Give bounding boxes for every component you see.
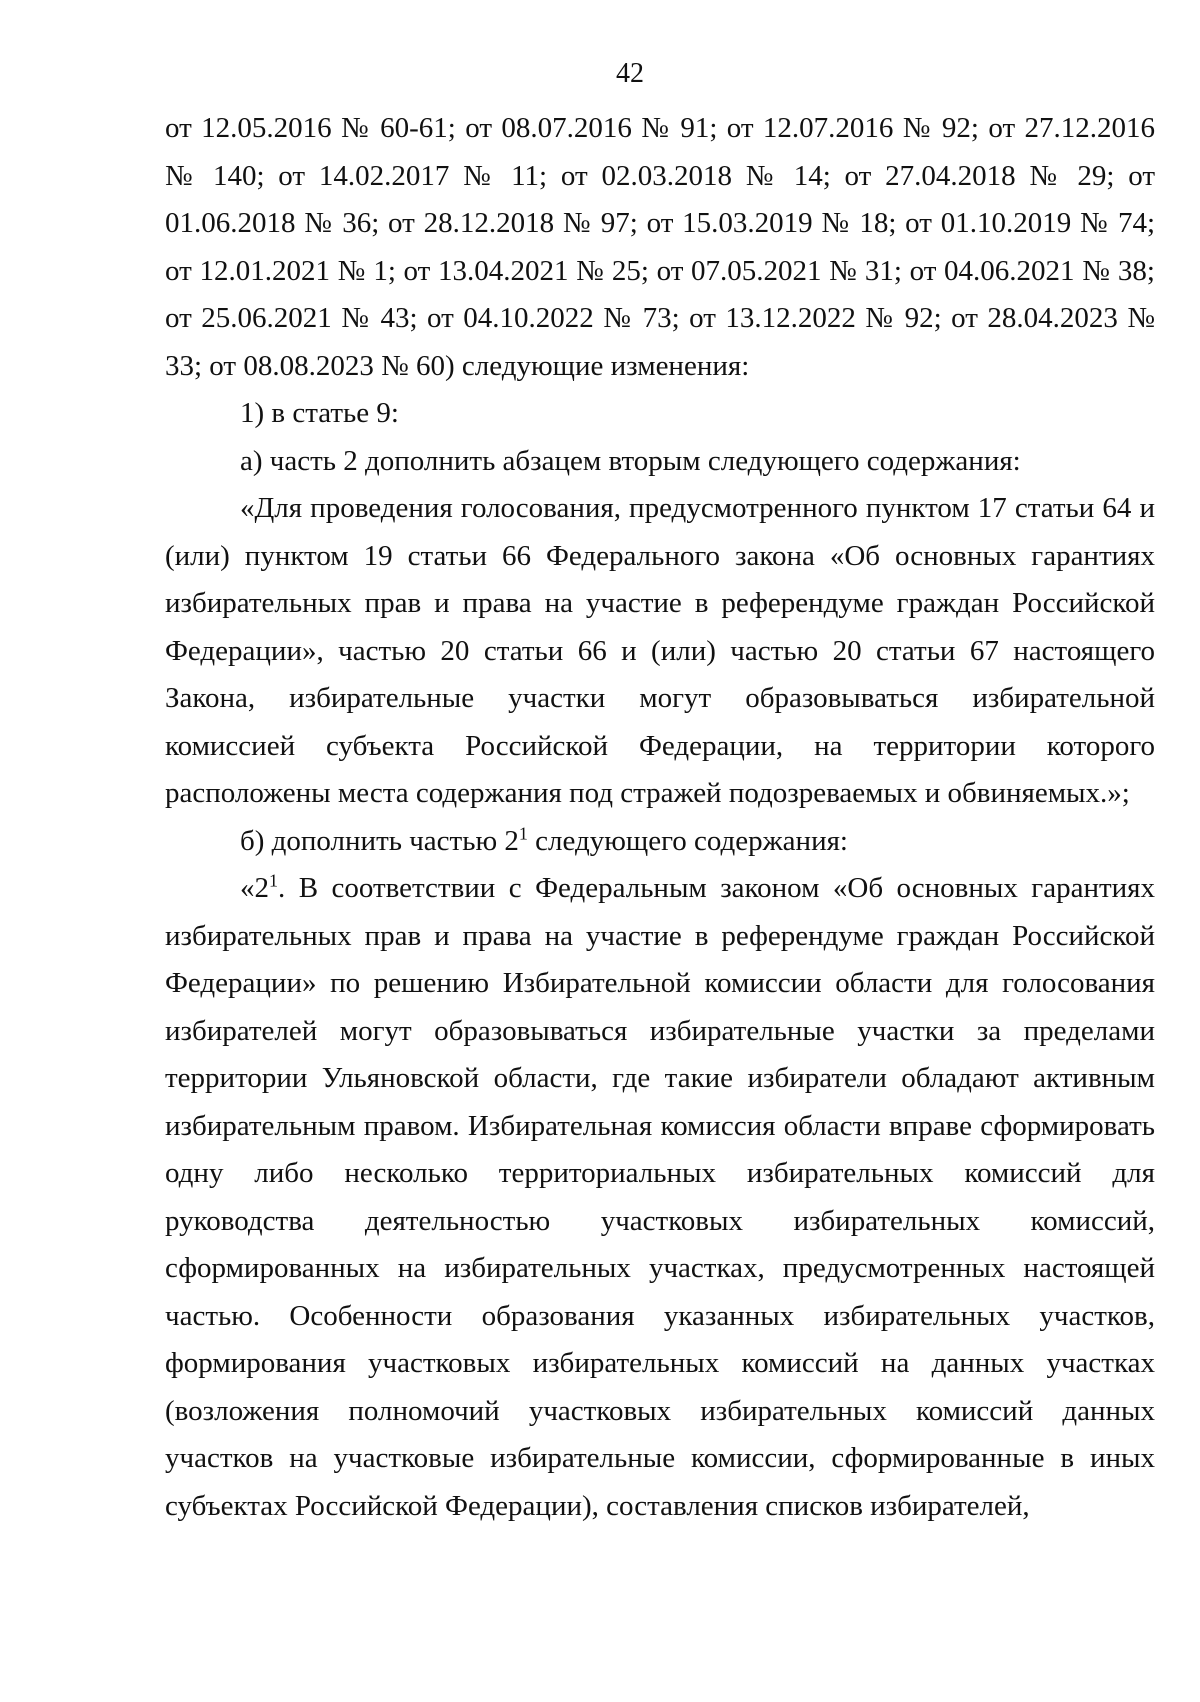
superscript-one: 1 [518,822,528,843]
page-number: 42 [616,58,644,89]
subitem-b-paragraph [165,818,1155,866]
article-9-heading: 1) в статье 9: [240,397,399,429]
amendment-references-paragraph: от 12.05.2016 № 60-61; от 08.07.2016 № 91; от 12.07.2016 № 92; от 27.12.2016 № 140; от 14.02.2017 № 11; от 02.03.2018 № 14; от 27.04.2018 № 29; от 01.06.2018 № 36; от 28.12.2018 № 97; от 15.03.2019 № 18; от 01.10.2019 № 74; от 12.01.2021 № 1; от 13.04.2021 № 25; от 07.05.2021 № 31; от 04.06.2021 № 38; от 25.06.2021 № 43; от 04.10.2022 № 73; от 13.12.2022 № 92; от 28.04.2023 № 33; от 08.08.2023 № 60) следующие изменения: [165,112,1155,382]
part-2-1-paragraph [165,865,1155,1530]
part-2-1-open: «2 [240,872,269,904]
subitem-a-paragraph: а) часть 2 дополнить абзацем вторым следующего содержания: [240,444,1021,477]
document-body [165,105,1155,1530]
subitem-b-text-before: б) дополнить частью 2 [240,824,519,857]
subitem-b-text-after: следующего содержания: [527,824,848,857]
quoted-insertion-paragraph: «Для проведения голосования, предусмотренного пунктом 17 статьи 64 и (или) пунктом 19 статьи 66 Федерального закона «Об основных гарантиях избирательных прав и права на участие в референдуме граждан Российской Федерации», частью 20 статьи 66 и (или) частью 20 статьи 67 настоящего Закона, избирательные участки могут образовываться избирательной комиссией субъекта Российской Федерации, на территории которого расположены места содержания под стражей подозреваемых и обвиняемых.»; [165,492,1155,809]
superscript-one: 1 [269,870,278,891]
part-2-1-text: . В соответствии с Федеральным законом «Об основных гарантиях избирательных прав и права на участие в референдуме граждан Российской Федерации» по решению Избирательной комиссии области для голосования избирателей могут образовываться избирательные участки за пределами территории Ульяновской области, где такие избиратели обладают активным избирательным правом. Избирательная комиссия области вправе сформировать одну либо несколько территориальных избирательных комиссий для руководства деятельностью участковых избирательных комиссий, сформированных на избирательных участках, предусмотренных настоящей частью. Особенности образования указанных избирательных участков, формирования участковых избирательных комиссий на данных участках (возложения полномочий участковых избирательных комиссий данных участков на участковые избирательные комиссии, сформированные в иных субъектах Российской Федерации), составления списков избирателей, [165,872,1155,1522]
